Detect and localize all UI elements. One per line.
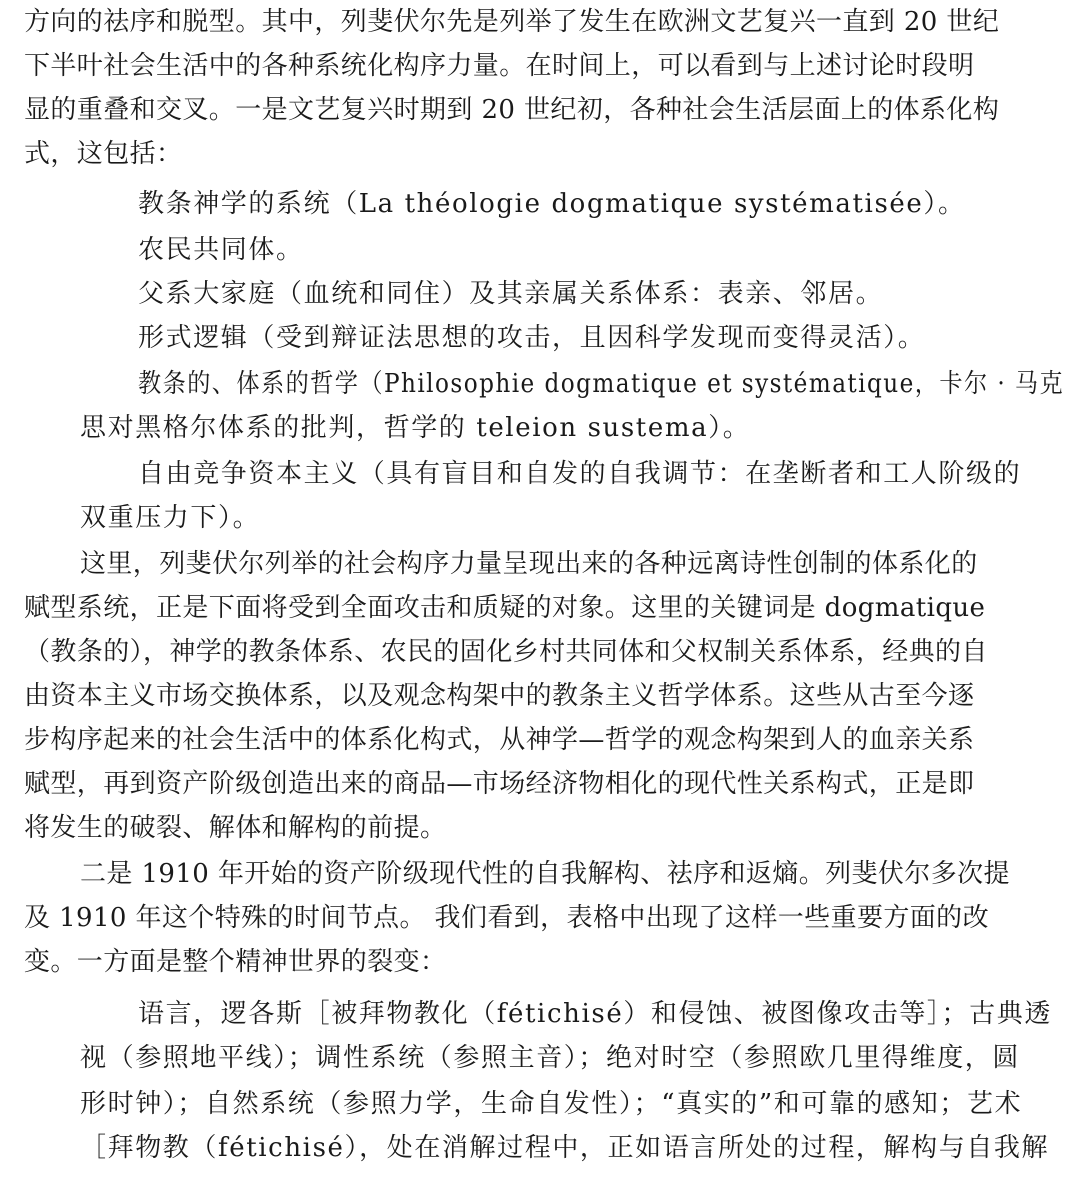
quote-line-9: 语言，逻各斯［被拜物教化（fétichisé）和侵蚀、被图像攻击等］；古典透	[138, 999, 1052, 1029]
text-line-8: 由资本主义市场交换体系，以及观念构架中的教条主义哲学体系。这些从古至今逐	[24, 681, 975, 711]
quote-line-1: 教条神学的系统（La théologie dogmatique systématisée）。	[138, 189, 966, 219]
quote-line-7: 自由竞争资本主义（具有盲目和自发的自我调节：在垄断者和工人阶级的	[138, 459, 1022, 489]
quote-line-4: 形式逻辑（受到辩证法思想的攻击，且因科学发现而变得灵活）。	[138, 323, 926, 353]
text-line-1: 方向的祛序和脱型。其中，列斐伏尔先是列举了发生在欧洲文艺复兴一直到 20 世纪	[24, 7, 1000, 37]
text-line-5: 这里，列斐伏尔列举的社会构序力量呈现出来的各种远离诗性创制的体系化的	[80, 549, 978, 579]
quote-line-2: 农民共同体。	[138, 235, 304, 265]
quote-line-8: 双重压力下）。	[80, 503, 261, 533]
text-line-7: （教条的），神学的教条体系、农民的固化乡村共同体和父权制关系体系，经典的自	[24, 637, 988, 667]
text-line-4: 式，这包括：	[24, 139, 183, 169]
quote-line-11: 形时钟）；自然系统（参照力学，生命自发性）；“真实的”和可靠的感知；艺术	[80, 1089, 1023, 1119]
quote-line-3: 父系大家庭（血统和同住）及其亲属关系体系：表亲、邻居。	[138, 279, 884, 309]
text-line-10: 赋型，再到资产阶级创造出来的商品—市场经济物相化的现代性关系构式，正是即	[24, 769, 975, 799]
text-line-12: 二是 1910 年开始的资产阶级现代性的自我解构、祛序和返熵。列斐伏尔多次提	[80, 859, 1010, 889]
quote-line-10: 视（参照地平线）；调性系统（参照主音）；绝对时空（参照欧几里得维度，圆	[80, 1043, 1021, 1073]
text-line-6: 赋型系统，正是下面将受到全面攻击和质疑的对象。这里的关键词是 dogmatique	[24, 593, 986, 623]
text-line-9: 步构序起来的社会生活中的体系化构式，从神学—哲学的观念构架到人的血亲关系	[24, 725, 975, 755]
text-line-2: 下半叶社会生活中的各种系统化构序力量。在时间上，可以看到与上述讨论时段明	[24, 51, 975, 81]
text-line-3: 显的重叠和交叉。一是文艺复兴时期到 20 世纪初，各种社会生活层面上的体系化构	[24, 95, 1000, 125]
text-line-13: 及 1910 年这个特殊的时间节点。 我们看到，表格中出现了这样一些重要方面的改	[24, 903, 989, 933]
text-line-14: 变。一方面是整个精神世界的裂变：	[24, 947, 447, 977]
quote-line-6: 思对黑格尔体系的批判，哲学的 teleion sustema）。	[80, 413, 751, 443]
quote-line-5: 教条的、体系的哲学（Philosophie dogmatique et systématique，卡尔 · 马克	[138, 369, 1065, 399]
text-line-11: 将发生的破裂、解体和解构的前提。	[24, 813, 447, 843]
quote-line-12: ［拜物教（fétichisé），处在消解过程中，正如语言所处的过程，解构与自我解	[80, 1133, 1050, 1163]
